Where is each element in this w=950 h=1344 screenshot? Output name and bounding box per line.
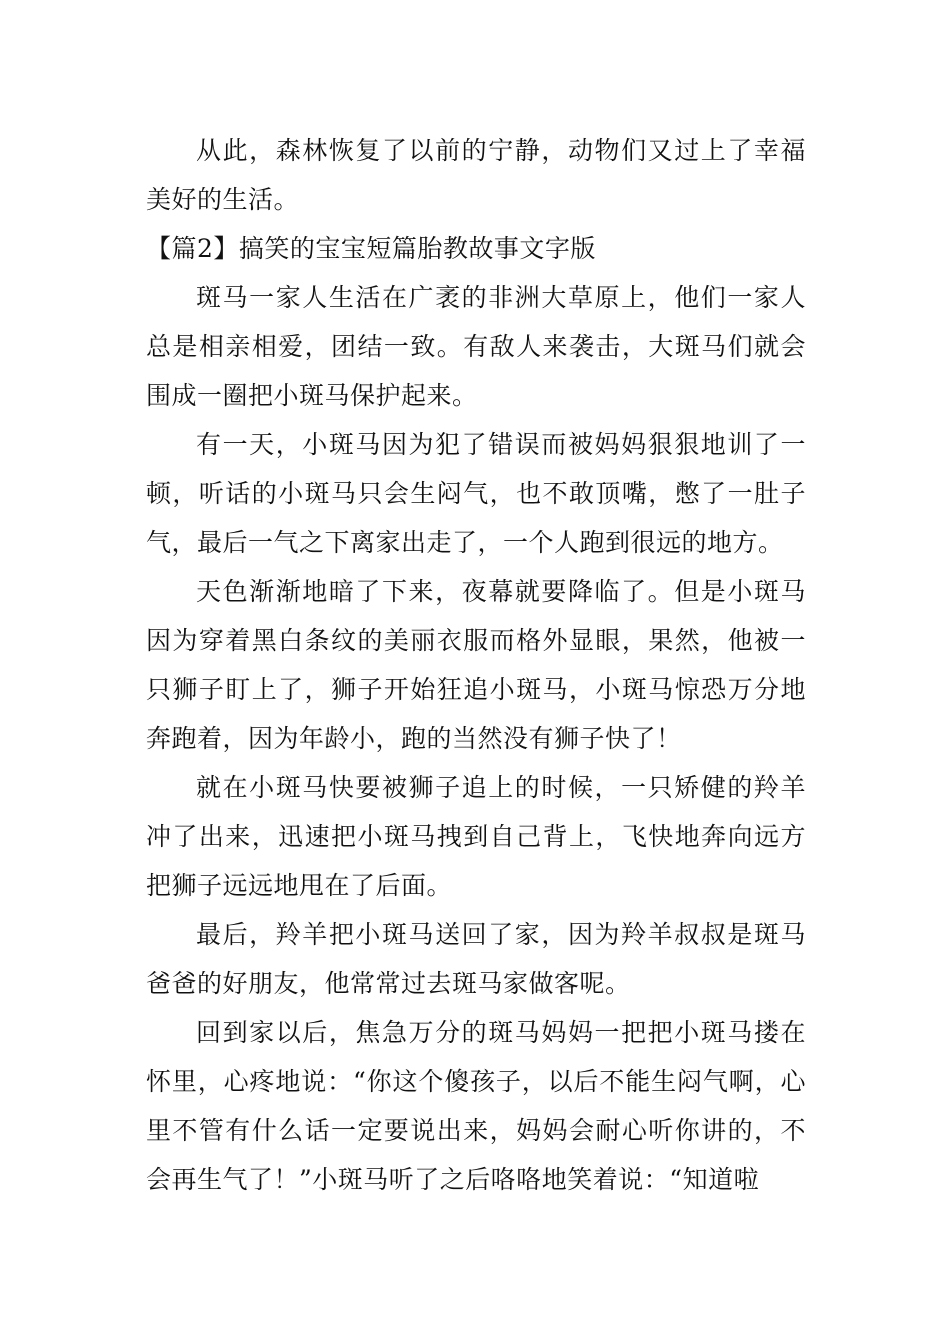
paragraph: 斑马一家人生活在广袤的非洲大草原上，他们一家人总是相亲相爱，团结一致。有敌人来袭击，大斑马们就会围成一圈把小斑马保护起来。 <box>146 283 806 410</box>
paragraph-ending: 从此，森林恢复了以前的宁静，动物们又过上了幸福美好的生活。 <box>146 136 806 214</box>
story-heading: 【篇2】搞笑的宝宝短篇胎教故事文字版 <box>146 234 596 263</box>
paragraph: 就在小斑马快要被狮子追上的时候，一只矫健的羚羊冲了出来，迅速把小斑马拽到自己背上，飞快地奔向远方把狮子远远地甩在了后面。 <box>146 773 806 900</box>
document-page <box>146 126 806 1204</box>
paragraph: 最后，羚羊把小斑马送回了家，因为羚羊叔叔是斑马爸爸的好朋友，他常常过去斑马家做客呢。 <box>146 920 806 998</box>
paragraph: 有一天，小斑马因为犯了错误而被妈妈狠狠地训了一顿，听话的小斑马只会生闷气，也不敢顶嘴，憋了一肚子气，最后一气之下离家出走了，一个人跑到很远的地方。 <box>146 430 806 557</box>
paragraph: 天色渐渐地暗了下来，夜幕就要降临了。但是小斑马因为穿着黑白条纹的美丽衣服而格外显眼，果然，他被一只狮子盯上了，狮子开始狂追小斑马，小斑马惊恐万分地奔跑着，因为年龄小，跑的当然没有狮子快了！ <box>146 577 806 753</box>
paragraph: 回到家以后，焦急万分的斑马妈妈一把把小斑马搂在怀里，心疼地说：“你这个傻孩子，以后不能生闷气啊，心里不管有什么话一定要说出来，妈妈会耐心听你讲的，不会再生气了！”小斑马听了之后咯咯地笑着说：“知道啦 <box>146 1018 806 1194</box>
